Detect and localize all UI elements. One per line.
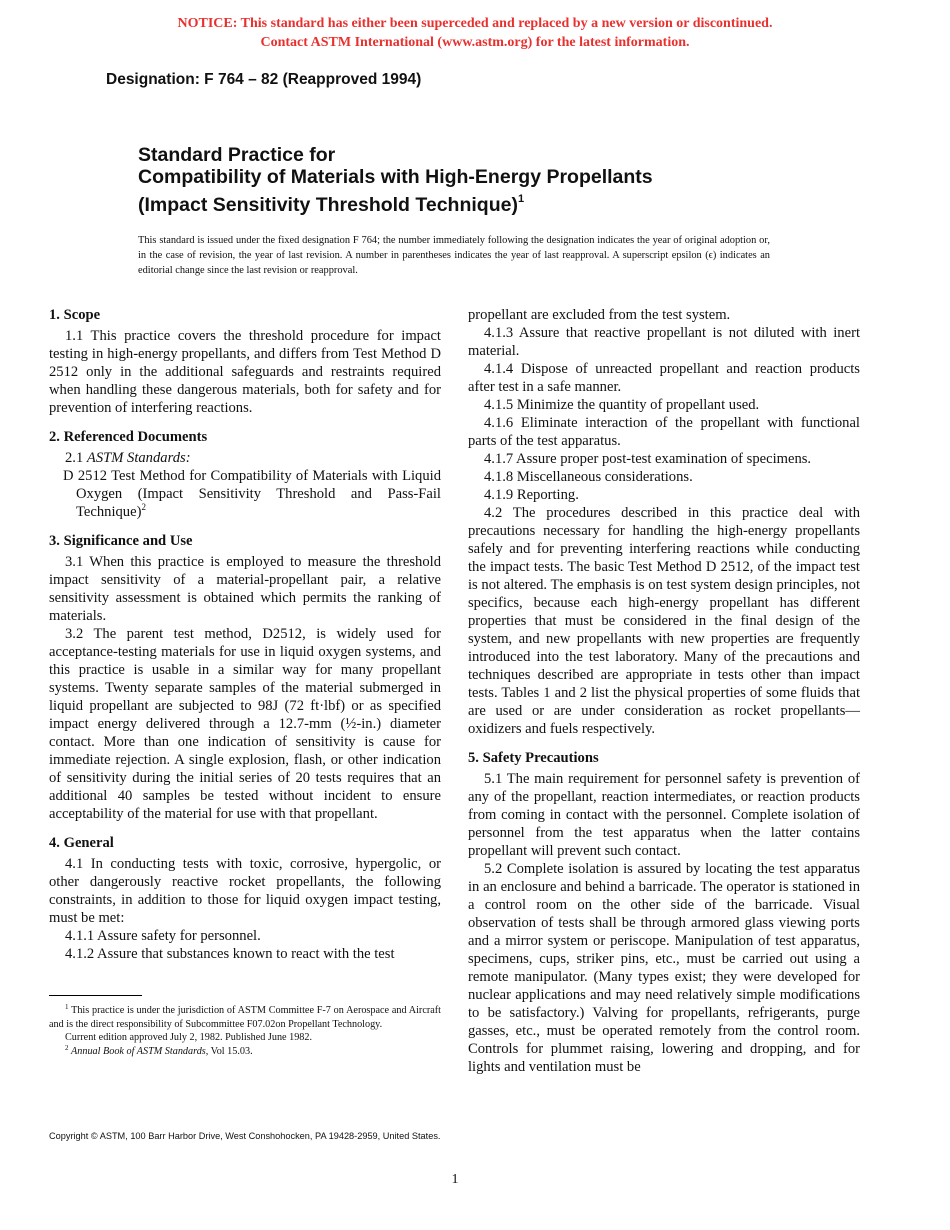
footnote-divider <box>49 995 142 996</box>
reference-d2512-text: D 2512 Test Method for Compatibility of Materials with Liquid Oxygen (Impact Sensitivity Threshold and Pass-Fail Technique) <box>63 468 441 520</box>
section-heading-safety: 5. Safety Precautions <box>468 750 599 766</box>
paragraph-4-2: 4.2 The procedures described in this practice deal with precautions necessary for handling the high-energy propellants safely and for preventing interfering reactions while conducting the impact tests. The basic Test Method D 2512, of the impact test is not altered. The emphasis is on test system design principles, not specifics, because each high-energy propellant has different properties that must be considered in the final design of the system, and new propellants with new properties are frequently introduced into the test laboratory. Many of the precautions and techniques described are appropriate in tests other than impact tests. Tables 1 and 2 list the physical properties of some fluids that are used or are under consideration as rocket propellants—oxidizers and fuels respectively. <box>468 505 860 737</box>
footnote-1-mark: 1 <box>65 1003 69 1011</box>
paragraph-4-1-2: 4.1.2 Assure that substances known to react with the test <box>65 946 395 962</box>
paragraph-2-1-number: 2.1 <box>65 450 84 466</box>
paragraph-2-1 <box>49 449 441 467</box>
section-heading-significance: 3. Significance and Use <box>49 533 193 549</box>
page-number: 1 <box>451 1172 459 1187</box>
title-line-1: Standard Practice for <box>138 144 336 166</box>
notice-line-1: NOTICE: This standard has either been superceded and replaced by a new version or discontinued. <box>177 16 773 31</box>
footnote-2 <box>49 1045 441 1059</box>
paragraph-4-1-8: 4.1.8 Miscellaneous considerations. <box>484 469 693 485</box>
notice-line-2: Contact ASTM International (www.astm.org) for the latest information. <box>260 35 690 50</box>
section-heading-referenced-documents: 2. Referenced Documents <box>49 429 208 445</box>
footnote-2-rest: , Vol 15.03. <box>205 1045 253 1057</box>
footnote-2-title: Annual Book of ASTM Standards <box>71 1045 206 1057</box>
paragraph-1-1: 1.1 This practice covers the threshold procedure for impact testing in high-energy propellants, and differs from Test Method D 2512 only in the additional safeguards and restraints required when handling these dangerous materials, both for safety and for prevention of interfering reactions. <box>49 328 441 416</box>
paragraph-3-2: 3.2 The parent test method, D2512, is widely used for acceptance-testing materials for use in liquid oxygen systems, and this practice is usable in a similar way for many propellant systems. Twenty separate samples of the material submerged in liquid propellant are subjected to 98J (72 ft·lbf) or as specified impact energy delivered through a 12.7-mm (½-in.) diameter contact. More than one indication of sensitivity is cause for immediate rejection. A single explosion, flash, or other indication of sensitivity during the initial series of 20 tests requires that an additional 40 samples be tested without incident to ensure acceptability of the material for use with that propellant. <box>49 626 441 822</box>
reference-d2512 <box>49 467 441 521</box>
paragraph-4-1-2-continued: propellant are excluded from the test system. <box>468 307 731 323</box>
paragraph-4-1: 4.1 In conducting tests with toxic, corrosive, hypergolic, or other dangerously reactive rocket propellants, the following constraints, in addition to those for liquid oxygen impact testing, must be met: <box>49 856 441 926</box>
paragraph-4-1-5: 4.1.5 Minimize the quantity of propellant used. <box>484 397 760 413</box>
notice-banner <box>0 14 950 52</box>
title-line-3-text: (Impact Sensitivity Threshold Technique) <box>138 194 518 216</box>
reference-d2512-footnote-mark: 2 <box>141 502 146 512</box>
copyright: Copyright © ASTM, 100 Barr Harbor Drive, West Conshohocken, PA 19428-2959, United States. <box>49 1131 441 1141</box>
paragraph-2-1-label: ASTM Standards: <box>86 450 191 466</box>
section-heading-scope: 1. Scope <box>49 307 101 323</box>
document-title <box>138 144 838 216</box>
paragraph-4-1-3: 4.1.3 Assure that reactive propellant is not diluted with inert material. <box>468 325 860 359</box>
issued-note: This standard is issued under the fixed designation F 764; the number immediately following the designation indicates the year of original adoption or, in the case of revision, the year of last revision. A number in parentheses indicates the year of last reapproval. A superscript epsilon (ϵ) indicates an editorial change since the last revision or reapproval. <box>138 235 770 276</box>
paragraph-4-1-9: 4.1.9 Reporting. <box>484 487 579 503</box>
paragraph-4-1-1: 4.1.1 Assure safety for personnel. <box>65 928 261 944</box>
paragraph-4-1-4: 4.1.4 Dispose of unreacted propellant and reaction products after test in a safe manner. <box>468 361 860 395</box>
footnotes <box>49 1004 441 1058</box>
paragraph-3-1: 3.1 When this practice is employed to measure the threshold impact sensitivity of a material-propellant pair, a relative sensitivity assessment is obtained which permits the ranking of materials. <box>49 554 441 624</box>
designation: Designation: F 764 – 82 (Reapproved 1994) <box>106 71 422 88</box>
footnote-1 <box>49 1004 441 1031</box>
footnote-edition: Current edition approved July 2, 1982. Published June 1982. <box>65 1032 313 1043</box>
section-heading-general: 4. General <box>49 835 114 851</box>
title-line-3 <box>138 188 838 216</box>
title-footnote-mark: 1 <box>517 193 525 205</box>
paragraph-4-1-6: 4.1.6 Eliminate interaction of the propellant with functional parts of the test apparatus. <box>468 415 860 449</box>
footnote-2-mark: 2 <box>65 1043 69 1052</box>
left-column <box>49 306 441 963</box>
paragraph-4-1-7: 4.1.7 Assure proper post-test examination of specimens. <box>484 451 812 467</box>
paragraph-5-1: 5.1 The main requirement for personnel safety is prevention of any of the propellant, reaction intermediates, or reaction products from coming in contact with the personnel. Complete isolation of personnel from the test apparatus when the latter contains propellant will prevent such contact. <box>468 771 860 859</box>
right-column <box>468 306 860 1076</box>
title-line-2: Compatibility of Materials with High-Energy Propellants <box>138 166 653 188</box>
footnote-1-text: This practice is under the jurisdiction of ASTM Committee F-7 on Aerospace and Aircraft and is the direct responsibility of Subcommittee F07.02on Propellant Technology. <box>49 1005 441 1030</box>
paragraph-5-2: 5.2 Complete isolation is assured by locating the test apparatus in an enclosure and behind a barricade. The operator is stationed in a control room on the other side of the barricade. Visual observation of tests shall be through armored glass viewing ports and a mirror system or periscope. Manipulation of test apparatus, specimens, cups, striker pins, etc., must be carried out using a remote manipulator. (Many types exist; they were developed for nuclear applications and may need relatively simple modifications to be satisfactory.) Valving for propellants, refrigerants, purge gasses, etc., must be operated remotely from the control room. Controls for plummet raising, lowering and dropping, and for lights and ventilation must be <box>468 861 860 1075</box>
